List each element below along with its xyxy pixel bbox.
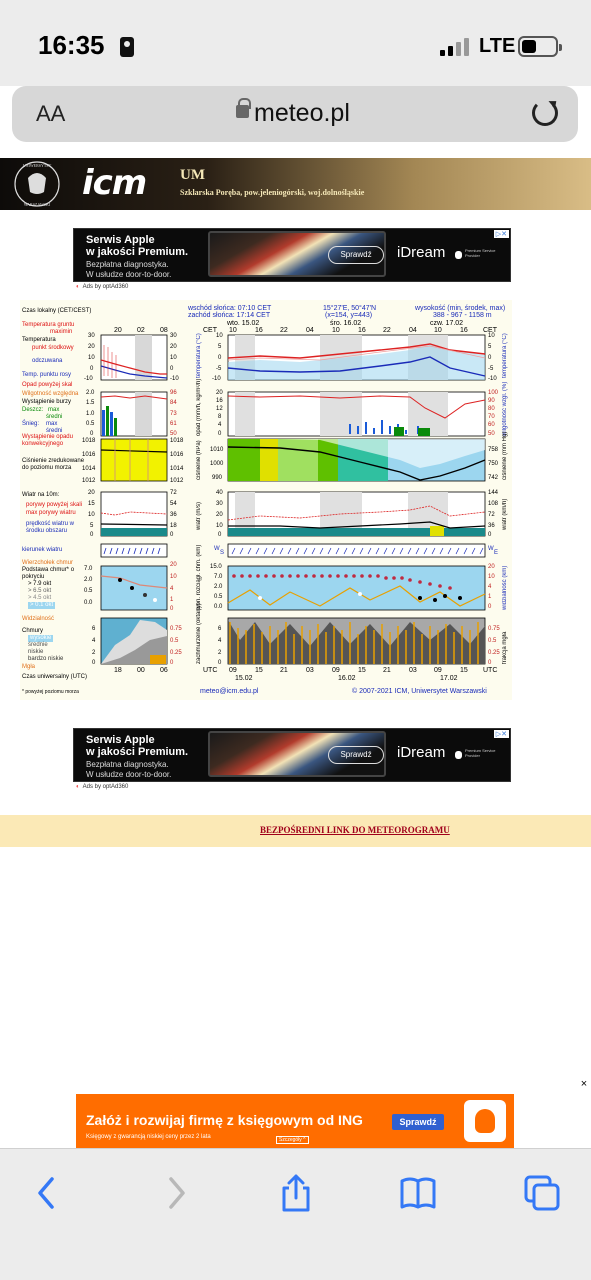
hour-tick: 21 [280, 667, 288, 674]
axis-tick: 18 [170, 523, 177, 529]
ad-banner-top[interactable] [73, 228, 511, 282]
axis-tick: 0 [170, 366, 174, 372]
legend-okt: > 0.1 okt [30, 602, 54, 608]
axis-tick: 0.5 [214, 594, 223, 600]
hour-tick: 09 [229, 667, 237, 674]
axis-tick: 50 [170, 431, 177, 437]
ad-brand: iDream [397, 244, 446, 261]
hour-tick: 06 [160, 667, 168, 674]
axis-tick: 50 [488, 431, 495, 437]
hour-tick: 04 [306, 327, 314, 334]
axis-tick: 54 [170, 501, 177, 507]
axis-tick: 20 [488, 564, 495, 570]
axis-tick: 0 [218, 431, 222, 437]
axis-tick: 80 [488, 406, 495, 412]
legend-wind-speed: prędkość wiatru w środku obszaru [26, 521, 75, 534]
ing-ad-sub: Księgowy z gwarancją niskiej ceny przez 2 lata [86, 1134, 211, 1140]
axis-tick: 60 [488, 422, 495, 428]
axis-tick: 0 [218, 532, 222, 538]
legend-gusts-max: max porywy wiatru [26, 510, 76, 516]
hour-tick: 10 [434, 327, 442, 334]
axis-tick: 144 [488, 490, 499, 496]
axis-tick: 7.0 [214, 574, 223, 580]
signal-icon [440, 38, 472, 56]
axis-tick: -10 [488, 376, 497, 382]
sunset: zachód słońca: 17:14 CET [188, 312, 271, 319]
battery-icon [518, 36, 558, 57]
close-ad-icon[interactable]: × [577, 1077, 591, 1091]
axis-tick: 0.0 [84, 600, 93, 606]
axis-tick: 90 [488, 398, 495, 404]
legend-ground-temp: Temperatura gruntu [22, 322, 75, 328]
legend-clouds-low: niskie [28, 649, 44, 655]
hour-tick: 16 [255, 327, 263, 334]
axis-tick: 10 [88, 512, 95, 518]
axis-label-visibility: widzialność (km) [502, 565, 508, 610]
axis-tick: 1016 [82, 452, 96, 458]
axis-tick: 1018 [82, 438, 96, 444]
hour-tick: 22 [280, 327, 288, 334]
axis-label-octa: zachmurzenie (oktany) [196, 603, 202, 664]
date-label: 17.02 [440, 675, 458, 682]
axis-tick: 0 [90, 532, 94, 538]
legend-utc: Czas uniwersalny (UTC) [22, 674, 88, 680]
axis-tick: 96 [170, 390, 177, 396]
hour-tick: 15 [358, 667, 366, 674]
hour-tick: 18 [114, 667, 122, 674]
legend-clouds-vlow: bardzo niskie [28, 656, 64, 662]
axis-tick: 2 [92, 650, 96, 656]
direct-link[interactable]: BEZPOŚREDNI LINK DO METEOROGRAMU [260, 825, 450, 835]
legend-clouds-high: wysokie [30, 635, 52, 641]
hour-tick: 00 [137, 667, 145, 674]
ing-ad-banner[interactable] [76, 1094, 514, 1148]
legend-convective: Wystąpienie opadu konwekcyjnego [22, 434, 73, 447]
legend-cloud-base: Podstawa chmur* o pokryciu [22, 567, 75, 580]
model-title: UM [180, 167, 205, 183]
legend-fog: Mgła [22, 664, 36, 670]
axis-tick: 1000 [210, 461, 224, 467]
axis-tick: 5 [488, 344, 492, 350]
axis-tick: 30 [170, 333, 177, 339]
share-icon[interactable] [276, 1173, 316, 1213]
axis-tick: 0.25 [170, 650, 182, 656]
axis-tick: 10 [88, 355, 95, 361]
hour-tick: 09 [332, 667, 340, 674]
apple-icon [455, 751, 462, 759]
axis-tick: 0.5 [170, 638, 179, 644]
ad-line: Serwis Apple [86, 234, 155, 246]
axis-tick: 742 [488, 475, 499, 481]
axis-tick: 100 [488, 390, 499, 396]
axis-tick: 15 [88, 501, 95, 507]
axis-tick: 10 [170, 574, 177, 580]
legend-local-time: Czas lokalny (CET/CEST) [22, 308, 92, 314]
axis-tick: 0 [170, 660, 174, 666]
axis-tick: 5 [218, 344, 222, 350]
legend-precip-above: Opad powyżej skal [22, 382, 73, 388]
axis-tick: 6 [218, 626, 222, 632]
axis-tick: 108 [488, 501, 499, 507]
ing-ad-headline: Załóż i rozwijaj firmę z księgowym od ING [86, 1112, 363, 1128]
axis-label-cloud: pion. rozciągł. chm. (km) [196, 544, 202, 610]
legend-ground-temp-sub: maximin [50, 329, 73, 335]
height-values: 388 - 967 - 1158 m [433, 312, 492, 319]
axis-tick: 0 [488, 660, 492, 666]
bookmarks-icon[interactable] [398, 1173, 438, 1213]
axis-tick: 0 [90, 366, 94, 372]
ad-line: W usłudze door-to-door. [86, 270, 172, 279]
axis-tick: 1010 [210, 447, 224, 453]
day-label: śro. 16.02 [330, 320, 362, 327]
axis-tick: 72 [170, 490, 177, 496]
day-label: czw. 17.02 [430, 320, 464, 327]
hour-tick: 15 [255, 667, 263, 674]
axis-tick: 70 [488, 414, 495, 420]
axis-tick: 0.5 [86, 421, 95, 427]
hour-tick: 03 [306, 667, 314, 674]
axis-label-wind-right: wiatr (km/h) [502, 498, 508, 530]
legend-clouds: Chmury [22, 628, 44, 634]
reload-icon[interactable] [532, 100, 558, 126]
location-title: Szklarska Poręba, pow.jeleniogórski, woj.dolnośląskie [180, 188, 365, 197]
axis-tick: 1012 [170, 478, 184, 484]
axis-tick: 1 [170, 597, 174, 603]
axis-tick: 0.5 [488, 638, 497, 644]
clock: 16:35 [38, 30, 105, 60]
ad-line: Bezpłatna diagnostyka. [86, 760, 169, 769]
ad-banner-mid[interactable] [73, 728, 511, 782]
axis-tick: 0.75 [488, 626, 500, 632]
legend-storm: Wystąpienie burzy [22, 399, 71, 405]
legend-temperature: Temperatura [22, 337, 56, 343]
hour-tick: 15 [460, 667, 468, 674]
axis-tick: 15.0 [210, 564, 222, 570]
ad-line: Serwis Apple [86, 734, 155, 746]
axis-tick: 10 [216, 523, 223, 529]
wind-dir-label: W [488, 546, 494, 552]
sunrise: wschód słońca: 07:10 CET [188, 305, 272, 312]
axis-tick: 0.75 [170, 626, 182, 632]
legend-snow-max: max [46, 421, 58, 427]
legend-rain-mid: średni [46, 414, 63, 420]
legend-snow: Śnieg: [22, 421, 40, 427]
adchoices-icon[interactable]: ▷✕ [495, 231, 507, 238]
axis-label-precip: opad (mm/h, kg/m²/h) [196, 378, 202, 436]
axis-tick: 20 [170, 344, 177, 350]
axis-tick: 0 [488, 355, 492, 361]
axis-tick: 7.0 [84, 566, 93, 572]
utc-label: UTC [483, 667, 498, 674]
axis-tick: 0 [488, 604, 492, 610]
legend-visibility: Widzialność [22, 616, 55, 622]
hour-tick: 22 [383, 327, 391, 334]
address-bar[interactable] [12, 86, 578, 142]
axis-label-pressure: ciśnienie (hPa) [196, 440, 202, 480]
axis-tick: -5 [488, 366, 494, 372]
axis-tick: 20 [170, 562, 177, 568]
axis-tick: 0 [170, 606, 174, 612]
axis-tick: 0 [92, 660, 96, 666]
hour-tick: 09 [434, 667, 442, 674]
ad-line: w jakości Premium. [86, 746, 189, 758]
ing-ad-details[interactable]: Szczegóły ^ [276, 1136, 309, 1144]
axis-tick: 73 [170, 411, 177, 417]
axis-tick: 20 [88, 344, 95, 350]
axis-tick: 1016 [170, 452, 184, 458]
site-header [0, 158, 591, 210]
utc-label: UTC [203, 667, 218, 674]
hour-tick: 20 [114, 327, 122, 334]
axis-tick: 0 [488, 532, 492, 538]
ad-line: Bezpłatna diagnostyka. [86, 260, 169, 269]
axis-tick: 72 [488, 512, 495, 518]
ad-line: w jakości Premium. [86, 246, 189, 258]
axis-tick: 20 [88, 490, 95, 496]
axis-tick: 0 [218, 660, 222, 666]
ads-by-label[interactable]: ◐ Ads by optAd360 [76, 284, 129, 290]
hour-tick: 16 [460, 327, 468, 334]
ad-line: W usłudze door-to-door. [86, 770, 172, 779]
axis-tick: -5 [216, 366, 222, 372]
tabs-icon[interactable] [522, 1173, 562, 1213]
url-text[interactable]: meteo.pl [254, 99, 350, 127]
hour-tick: 21 [383, 667, 391, 674]
legend-clouds-mid: średnie [28, 642, 48, 648]
axis-tick: 4 [218, 422, 222, 428]
axis-tick: 30 [88, 333, 95, 339]
ads-by-label[interactable]: ◐ Ads by optAd360 [76, 784, 129, 790]
axis-tick: 61 [170, 421, 177, 427]
network-type: LTE [479, 35, 516, 57]
axis-tick: 4 [218, 638, 222, 644]
axis-tick: 36 [488, 523, 495, 529]
legend-snow-mid: średni [46, 428, 63, 434]
contact-email[interactable]: meteo@icm.edu.pl [200, 688, 259, 695]
legend-wind-dir: kierunek wiatru [22, 547, 63, 553]
coords: 15°27'E, 50°47'N [323, 305, 377, 312]
axis-tick: 10 [216, 333, 223, 339]
axis-tick: -10 [170, 376, 179, 382]
axis-tick: 36 [170, 512, 177, 518]
svg-text:UNIWERSYTET: UNIWERSYTET [22, 163, 52, 168]
forward-icon[interactable] [155, 1173, 195, 1213]
axis-tick: 1014 [82, 466, 96, 472]
legend-okt: > 6.5 okt [28, 588, 52, 594]
legend-humidity: Wilgotność względna [22, 391, 79, 397]
axis-tick: 758 [488, 447, 499, 453]
axis-tick: 0.5 [84, 588, 93, 594]
axis-tick: 5 [90, 523, 94, 529]
axis-tick: -10 [212, 376, 221, 382]
legend-footnote: * powyżej poziomu morza [22, 689, 79, 695]
hour-tick: 08 [160, 327, 168, 334]
ad-badge: Premium Service Provider [465, 248, 496, 258]
axis-tick: -10 [84, 376, 93, 382]
ad-brand: iDream [397, 744, 446, 761]
axis-tick: 2.0 [86, 390, 95, 396]
axis-tick: 84 [170, 400, 177, 406]
legend-temp-mid: punkt środkowy [32, 345, 74, 351]
axis-tick: 1.5 [86, 400, 95, 406]
axis-tick: 40 [216, 490, 223, 496]
status-bar [0, 0, 591, 86]
legend-dew: Temp. punktu rosy [22, 372, 72, 378]
axis-tick: 10 [488, 574, 495, 580]
legend-wind: Wiatr na 10m: [22, 492, 60, 498]
legend-pressure: Ciśnienie zredukowane do poziomu morza [22, 458, 85, 471]
axis-label-frac: frakcja mgła [502, 631, 508, 664]
wind-dir-label: E [494, 550, 499, 556]
lock-icon [236, 105, 249, 118]
axis-tick: 2 [218, 650, 222, 656]
back-icon[interactable] [28, 1173, 68, 1213]
axis-tick: 8 [218, 414, 222, 420]
hour-tick: 10 [332, 327, 340, 334]
legend-rain-max: max [48, 407, 60, 413]
hour-tick: 03 [409, 667, 417, 674]
adchoices-icon[interactable]: ▷✕ [495, 731, 507, 738]
axis-tick: 0.25 [488, 650, 500, 656]
axis-tick: 0 [170, 532, 174, 538]
legend-rain: Deszcz: [22, 407, 44, 413]
axis-tick: 4 [488, 584, 492, 590]
axis-tick: 12 [216, 406, 223, 412]
legend-gusts-above: porywy powyżej skali [26, 502, 83, 508]
svg-text:WARSZAWSKI: WARSZAWSKI [23, 202, 51, 207]
axis-tick: 10 [488, 333, 495, 339]
ad-cta-button[interactable]: Sprawdź [328, 246, 384, 264]
ing-ad-button[interactable]: Sprawdź [392, 1114, 444, 1130]
axis-label-humidity: wilgotność wzgl. (%) [502, 381, 508, 436]
height-label: wysokość (min, środek, max) [415, 305, 506, 312]
meteogram [20, 300, 512, 700]
axis-tick: 4 [170, 586, 174, 592]
cet-label: CET [483, 327, 497, 334]
university-seal-icon[interactable] [10, 158, 72, 210]
text-size-button[interactable]: AA [36, 101, 66, 126]
axis-tick: 20 [216, 390, 223, 396]
legend-okt: > 7.9 okt [28, 581, 52, 587]
axis-tick: 2.0 [84, 577, 93, 583]
axis-tick: 0 [90, 431, 94, 437]
ad-badge: Premium Service Provider [465, 748, 496, 758]
date-label: 16.02 [338, 675, 356, 682]
hour-tick: 10 [229, 327, 237, 334]
apple-icon [455, 251, 462, 259]
date-label: 15.02 [235, 675, 253, 682]
ing-lion-icon [464, 1100, 506, 1142]
hour-tick: 04 [409, 327, 417, 334]
axis-tick: 30 [216, 501, 223, 507]
axis-tick: 0 [218, 355, 222, 361]
axis-tick: 1018 [170, 438, 184, 444]
legend-feels: odczuwana [32, 358, 63, 364]
axis-label-temp-right: temperatura (°C) [502, 333, 508, 378]
grid-coords: (x=154, y=443) [325, 312, 373, 319]
axis-tick: 4 [92, 638, 96, 644]
hour-tick: 16 [358, 327, 366, 334]
wind-dir-label: S [220, 550, 225, 556]
copyright: © 2007-2021 ICM, Uniwersytet Warszawski [352, 688, 487, 695]
browser-toolbar [0, 1148, 591, 1280]
axis-label-wind: wiatr (m/s) [196, 502, 202, 530]
direct-link-bar [0, 815, 591, 847]
ad-cta-button[interactable]: Sprawdź [328, 746, 384, 764]
day-label: wto. 15.02 [227, 320, 260, 327]
wind-dir-label: W [214, 546, 220, 552]
axis-tick: 750 [488, 461, 499, 467]
axis-tick: 0.0 [214, 604, 223, 610]
axis-tick: 2.0 [214, 584, 223, 590]
axis-tick: 1 [488, 594, 492, 600]
hour-tick: 02 [137, 327, 145, 334]
axis-tick: 6 [92, 626, 96, 632]
legend-cloud-top: Wierzchołek chmur [22, 560, 74, 566]
axis-tick: 10 [170, 355, 177, 361]
axis-tick: 990 [212, 475, 223, 481]
legend-okt: > 4.5 okt [28, 595, 52, 601]
axis-label-temp: temperatura (°C) [196, 333, 202, 378]
axis-tick: 1.0 [86, 411, 95, 417]
axis-tick: 1014 [170, 466, 184, 472]
axis-tick: 1012 [82, 478, 96, 484]
cet-label: CET [203, 327, 217, 334]
axis-tick: 20 [216, 512, 223, 518]
id-icon [120, 37, 134, 57]
icm-logo[interactable]: icm [82, 163, 147, 203]
axis-tick: 16 [216, 398, 223, 404]
axis-label-pressure-right: ciśnienie (mm Hg) [502, 431, 508, 480]
